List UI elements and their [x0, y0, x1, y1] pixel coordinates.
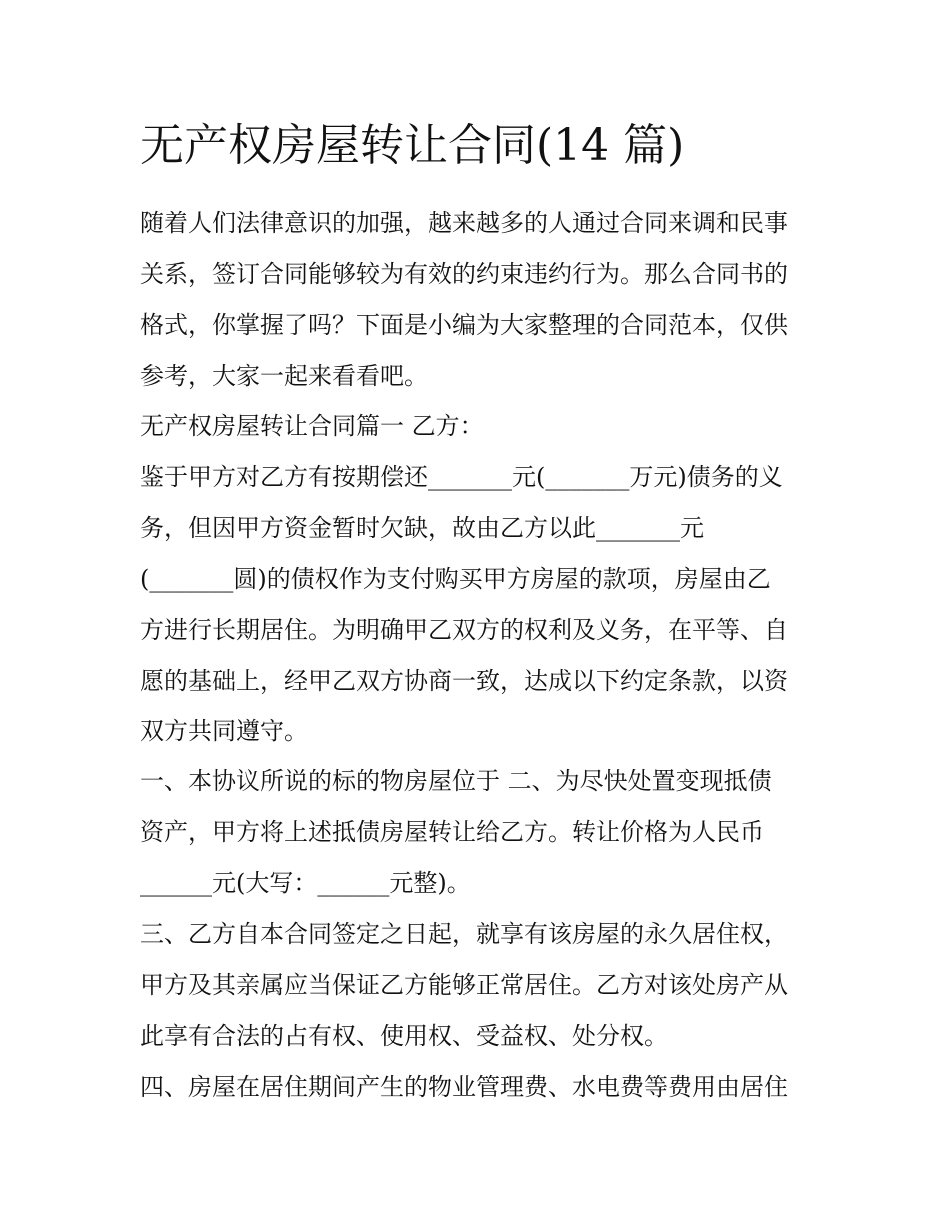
text-line: 一、本协议所说的标的物房屋位于 二、为尽快处置变现抵债 — [140, 767, 772, 795]
text-line: 双方共同遵守。 — [140, 717, 308, 745]
text-line: 参考，大家一起来看看吧。 — [140, 362, 428, 390]
text-line: 随着人们法律意识的加强，越来越多的人通过合同来调和民事 — [140, 209, 788, 237]
text-line: 方进行长期居住。为明确甲乙双方的权利及义务，在平等、自 — [140, 616, 788, 644]
text-line: 甲方及其亲属应当保证乙方能够正常居住。乙方对该处房产从 — [140, 971, 788, 999]
text-line: ______元(大写：______元整)。 — [140, 869, 471, 897]
text-line: 关系，签订合同能够较为有效的约束违约行为。那么合同书的 — [140, 260, 788, 288]
text-line: (_______圆)的债权作为支付购买甲方房屋的款项，房屋由乙 — [140, 565, 771, 593]
text-line: 无产权房屋转让合同篇一 乙方： — [140, 412, 484, 440]
text-line: 格式，你掌握了吗？下面是小编为大家整理的合同范本，仅供 — [140, 311, 788, 339]
text-line: 鉴于甲方对乙方有按期偿还_______元(_______万元)债务的义 — [140, 463, 783, 491]
text-line: 此享有合法的占有权、使用权、受益权、处分权。 — [140, 1022, 668, 1050]
text-line: 四、房屋在居住期间产生的物业管理费、水电费等费用由居住 — [140, 1073, 788, 1101]
text-line: 三、乙方自本合同签定之日起，就享有该房屋的永久居住权， — [140, 920, 788, 948]
document-title: 无产权房屋转让合同(14 篇) — [140, 120, 685, 171]
text-line: 务，但因甲方资金暂时欠缺，故由乙方以此_______元 — [140, 514, 704, 542]
text-line: 愿的基础上，经甲乙双方协商一致，达成以下约定条款，以资 — [140, 667, 788, 695]
text-line: 资产，甲方将上述抵债房屋转让给乙方。转让价格为人民币 — [140, 818, 764, 846]
